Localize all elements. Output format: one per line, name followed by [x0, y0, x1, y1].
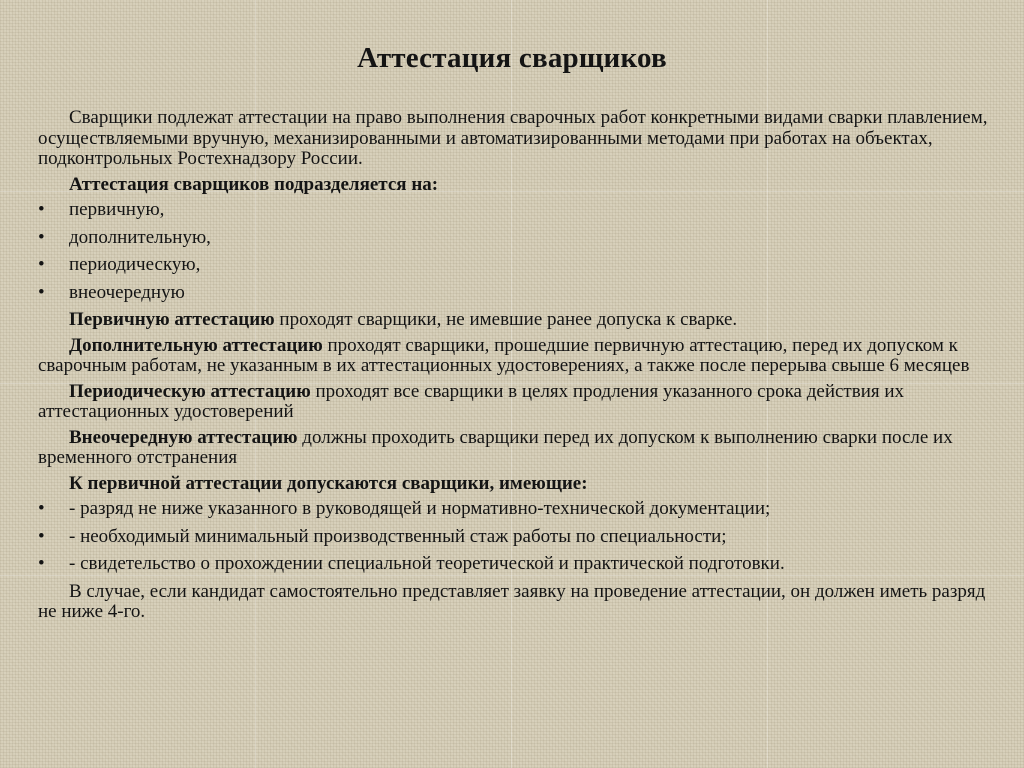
definition-text: проходят все сварщики в целях продления указанного срока действия их аттестационных удостоверений [38, 380, 905, 422]
slide-body [38, 108, 988, 628]
definition-extraordinary [38, 428, 988, 469]
list-item [38, 283, 988, 304]
closing-paragraph: В случае, если кандидат самостоятельно представляет заявку на проведение аттестации, он должен иметь разряд не ниже 4-го. [38, 580, 986, 622]
list-item [38, 554, 988, 575]
list-item [38, 255, 988, 276]
attestation-type: периодическую, [69, 254, 201, 275]
bullet-icon: • [38, 199, 45, 220]
list-item [38, 499, 988, 520]
bullet-icon: • [38, 525, 45, 547]
requirements-heading: К первичной аттестации допускаются сварщики, имеющие: [69, 472, 588, 494]
definition-text: должны проходить сварщики перед их допуском к выполнению сварки после их временного отстранения [38, 426, 953, 468]
list-item [38, 200, 988, 221]
definition-term: Дополнительную аттестацию [69, 334, 323, 356]
requirement: - разряд не ниже указанного в руководящей и нормативно-технической документации; [69, 498, 771, 519]
bullet-icon: • [38, 553, 45, 574]
definition-term: Первичную аттестацию [69, 309, 275, 330]
list-item [38, 527, 988, 548]
definition-additional [38, 336, 988, 377]
bullet-icon: • [38, 498, 45, 519]
definition-primary [38, 310, 988, 331]
definition-term: Внеочередную аттестацию [69, 426, 298, 448]
attestation-type: первичную, [69, 199, 165, 220]
definition-term: Периодическую аттестацию [69, 380, 311, 402]
list-item [38, 228, 988, 249]
requirement: - свидетельство о прохождении специальной теоретической и практической подготовки. [69, 553, 785, 574]
requirement: - необходимый минимальный производственный стаж работы по специальности; [69, 525, 727, 547]
intro-paragraph: Сварщики подлежат аттестации на право выполнения сварочных работ конкретными видами сварки плавлением, осуществляемыми вручную, механизированными и автоматизированными методами при работах на объектах, подконтрольных Ростехнадзору России. [38, 107, 988, 169]
definition-periodic [38, 382, 988, 423]
bullet-icon: • [38, 281, 45, 303]
definition-text: проходят сварщики, не имевшие ранее допуска к сварке. [274, 309, 738, 330]
bullet-icon: • [38, 226, 45, 248]
attestation-type: дополнительную, [69, 226, 211, 248]
attestation-type: внеочередную [69, 281, 185, 303]
types-heading: Аттестация сварщиков подразделяется на: [69, 173, 439, 195]
definition-text: проходят сварщики, прошедшие первичную аттестацию, перед их допуском к сварочным работам, не указанным в их аттестационных удостоверениях, а также после перерыва свыше 6 месяцев [38, 334, 970, 376]
bullet-icon: • [38, 254, 45, 275]
slide-title: Аттестация сварщиков [357, 42, 667, 74]
